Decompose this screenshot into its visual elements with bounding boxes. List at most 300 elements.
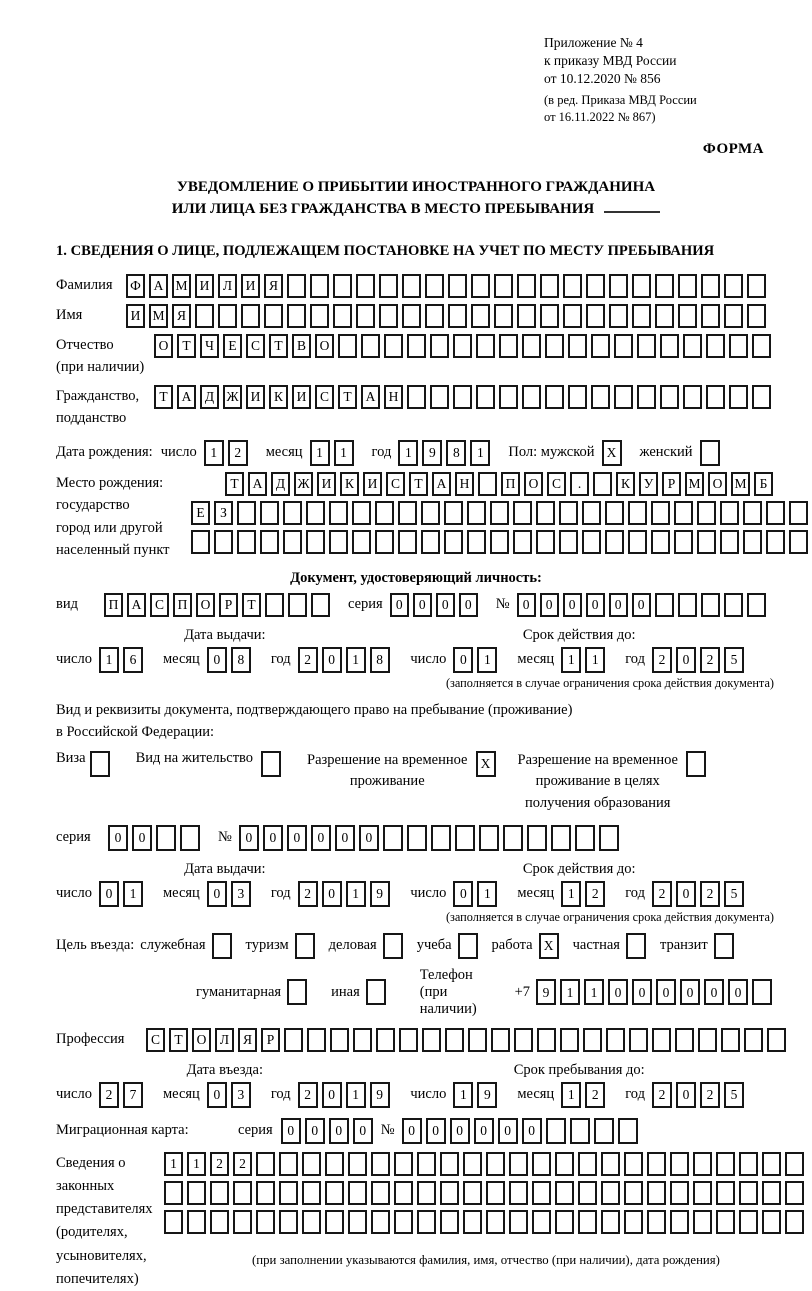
form-cell <box>651 501 670 525</box>
form-cell <box>394 1152 413 1176</box>
form-cell <box>766 530 785 554</box>
form-cell <box>591 334 610 358</box>
profession-cells <box>146 1028 790 1052</box>
form-cell <box>333 274 352 298</box>
form-cell: 0 <box>322 1082 342 1108</box>
form-cell: 1 <box>346 647 366 673</box>
citizenship-row <box>56 385 776 430</box>
form-cell <box>575 825 595 851</box>
form-cell: Т <box>338 385 357 409</box>
form-cell: Т <box>225 472 244 496</box>
form-cell <box>675 1028 694 1052</box>
residence-issue-year-cells <box>298 881 394 907</box>
form-cell <box>743 530 762 554</box>
month-label: месяц <box>162 1086 200 1103</box>
migration-card-label: Миграционная карта: <box>56 1122 189 1139</box>
form-cell: 5 <box>724 881 744 907</box>
form-cell: О <box>154 334 173 358</box>
form-cell: И <box>126 304 145 328</box>
form-cell: 0 <box>498 1118 518 1144</box>
form-cell <box>371 1210 390 1234</box>
form-cell <box>237 501 256 525</box>
birthplace-sublabel-city: город или другой <box>56 519 163 536</box>
month-label: месяц <box>517 1086 555 1103</box>
residence-number-cells <box>239 825 623 851</box>
purpose-study-checkbox <box>458 933 482 959</box>
form-cell <box>747 304 766 328</box>
form-cell <box>563 304 582 328</box>
form-cell: Л <box>215 1028 234 1052</box>
form-cell: Р <box>261 1028 280 1052</box>
form-cell <box>306 530 325 554</box>
form-cell: Б <box>754 472 773 496</box>
representatives-row3-cells <box>164 1210 808 1234</box>
form-cell <box>478 472 497 496</box>
form-cell: 0 <box>335 825 355 851</box>
birthdate-label: Дата рождения: <box>56 444 153 461</box>
form-cell: 0 <box>676 1082 696 1108</box>
form-cell <box>743 501 762 525</box>
form-cell <box>578 1152 597 1176</box>
doc-issue-day-cells <box>99 647 147 673</box>
form-cell: М <box>685 472 704 496</box>
form-cell <box>744 1028 763 1052</box>
form-cell: 2 <box>298 881 318 907</box>
form-cell: С <box>150 593 169 617</box>
purpose-item-work <box>492 933 573 959</box>
profession-row <box>56 1028 776 1052</box>
form-cell <box>700 440 720 466</box>
patronymic-label-line1: Отчество <box>56 336 114 353</box>
form-cell: 0 <box>207 881 227 907</box>
purpose-row2 <box>56 967 776 1018</box>
form-cell: Ф <box>126 274 145 298</box>
form-cell: 0 <box>728 979 748 1005</box>
form-cell <box>739 1152 758 1176</box>
form-cell: X <box>602 440 622 466</box>
form-cell: 3 <box>231 881 251 907</box>
form-cell: 8 <box>370 647 390 673</box>
form-cell <box>785 1152 804 1176</box>
identity-doc-header: Документ, удостоверяющий личность: <box>290 569 542 586</box>
form-cell <box>655 304 674 328</box>
form-cell <box>593 472 612 496</box>
form-cell <box>218 304 237 328</box>
form-cell <box>632 304 651 328</box>
purpose-item-tourism <box>246 933 329 959</box>
form-cell <box>647 1181 666 1205</box>
residence-doc-type-row <box>56 750 776 815</box>
form-cell <box>256 1152 275 1176</box>
form-cell <box>517 304 536 328</box>
form-cell: 1 <box>453 1082 473 1108</box>
form-cell: Т <box>169 1028 188 1052</box>
representatives-label-line: попечителях) <box>56 1270 139 1287</box>
form-cell <box>563 274 582 298</box>
form-cell <box>440 1152 459 1176</box>
form-cell: 1 <box>561 647 581 673</box>
form-title-line1: УВЕДОМЛЕНИЕ О ПРИБЫТИИ ИНОСТРАННОГО ГРАЖДАНИНА <box>176 178 656 195</box>
phone-cells <box>536 979 776 1005</box>
form-cell <box>333 304 352 328</box>
form-cell <box>448 304 467 328</box>
form-cell <box>706 385 725 409</box>
form-cell <box>329 501 348 525</box>
form-cell: 1 <box>477 647 497 673</box>
form-cell: 2 <box>652 881 672 907</box>
residence-doc-intro-line1: Вид и реквизиты документа, подтверждающего право на пребывание (проживание) <box>56 701 573 718</box>
form-cell: 0 <box>426 1118 446 1144</box>
form-cell: 0 <box>322 647 342 673</box>
form-cell: 2 <box>210 1152 229 1176</box>
form-cell: М <box>731 472 750 496</box>
form-cell: 0 <box>329 1118 349 1144</box>
temp-residence-edu-checkbox <box>686 751 710 777</box>
temp-residence-checkbox <box>476 751 500 777</box>
form-cell <box>491 1028 510 1052</box>
form-cell <box>463 1181 482 1205</box>
form-cell: 0 <box>563 593 582 617</box>
form-cell: 2 <box>99 1082 119 1108</box>
residence-number-label: № <box>218 829 232 846</box>
form-cell: 0 <box>450 1118 470 1144</box>
form-cell: А <box>248 472 267 496</box>
form-cell <box>536 501 555 525</box>
form-cell <box>422 1028 441 1052</box>
form-cell: 0 <box>305 1118 325 1144</box>
form-cell <box>747 274 766 298</box>
form-cell <box>614 334 633 358</box>
identity-doc-dates <box>56 627 776 673</box>
residence-valid-day-cells <box>453 881 501 907</box>
form-cell: М <box>172 274 191 298</box>
form-cell <box>479 825 499 851</box>
form-cell <box>632 274 651 298</box>
section1-title: 1. СВЕДЕНИЯ О ЛИЦЕ, ПОДЛЕЖАЩЕМ ПОСТАНОВКЕ НА УЧЕТ ПО МЕСТУ ПРЕБЫВАНИЯ <box>56 242 715 259</box>
residence-valid-year-cells <box>652 881 748 907</box>
form-cell <box>356 274 375 298</box>
form-cell: 1 <box>310 440 330 466</box>
purpose-work-checkbox <box>539 933 563 959</box>
form-cell: 0 <box>132 825 152 851</box>
form-cell: Н <box>455 472 474 496</box>
form-cell: 5 <box>724 647 744 673</box>
sex-female-label: женский <box>639 444 693 461</box>
form-cell: К <box>269 385 288 409</box>
form-cell <box>310 304 329 328</box>
form-cell: 0 <box>632 593 651 617</box>
form-cell <box>376 1028 395 1052</box>
purpose-label: Цель въезда: <box>56 937 135 954</box>
form-cell: Т <box>269 334 288 358</box>
form-cell <box>522 334 541 358</box>
form-cell: 0 <box>436 593 455 617</box>
form-cell <box>698 1028 717 1052</box>
form-cell: 2 <box>585 881 605 907</box>
form-cell <box>375 501 394 525</box>
patronymic-label <box>56 334 154 379</box>
citizenship-label-line1: Гражданство, <box>56 387 140 404</box>
month-label: месяц <box>162 651 200 668</box>
representatives-label-line: Сведения о <box>56 1154 126 1171</box>
form-cell <box>701 274 720 298</box>
day-label: число <box>410 1086 447 1103</box>
form-cell: 0 <box>359 825 379 851</box>
form-cell: О <box>192 1028 211 1052</box>
form-cell <box>752 385 771 409</box>
form-cell <box>762 1152 781 1176</box>
stay-year-cells <box>652 1082 748 1108</box>
form-cell: 0 <box>453 881 473 907</box>
entry-month-cells <box>207 1082 255 1108</box>
form-cell <box>670 1210 689 1234</box>
form-cell <box>164 1181 183 1205</box>
form-cell <box>513 501 532 525</box>
form-title-line2 <box>56 198 776 221</box>
form-cell <box>618 1118 638 1144</box>
birthplace-labels <box>56 472 191 562</box>
form-cell: X <box>476 751 496 777</box>
doc-number-label: № <box>495 596 510 613</box>
form-cell <box>402 274 421 298</box>
form-cell <box>468 1028 487 1052</box>
doc-valid-month-cells <box>561 647 609 673</box>
sex-male-checkbox <box>602 440 626 466</box>
form-cell: 2 <box>228 440 248 466</box>
form-cell <box>463 1210 482 1234</box>
form-cell <box>325 1181 344 1205</box>
form-cell <box>637 385 656 409</box>
form-cell <box>545 334 564 358</box>
form-cell <box>352 530 371 554</box>
form-cell <box>383 933 403 959</box>
entry-date-header: Дата въезда: <box>186 1061 264 1078</box>
temp-residence-item <box>307 750 499 794</box>
form-cell <box>509 1152 528 1176</box>
residence-doc-intro <box>56 699 776 744</box>
residence-doc-intro-line2: в Российской Федерации: <box>56 724 215 741</box>
form-cell: Е <box>191 501 210 525</box>
form-cell <box>785 1181 804 1205</box>
form-cell <box>310 274 329 298</box>
form-cell <box>540 304 559 328</box>
doc-limit-note: (заполняется в случае ограничения срока действия документа) <box>445 675 774 690</box>
form-cell <box>471 274 490 298</box>
form-cell: К <box>340 472 359 496</box>
form-cell <box>536 530 555 554</box>
form-cell <box>348 1210 367 1234</box>
temp-residence-edu-label <box>518 750 678 815</box>
doc-issue-header: Дата выдачи: <box>184 626 266 643</box>
form-cell <box>430 334 449 358</box>
form-cell: 0 <box>402 1118 422 1144</box>
representatives-labels <box>56 1152 164 1291</box>
form-cell <box>421 530 440 554</box>
residence-permit-item <box>136 750 285 777</box>
entry-date-line <box>56 1082 394 1108</box>
form-cell <box>693 1210 712 1234</box>
purpose-item-study <box>417 933 492 959</box>
form-cell <box>724 304 743 328</box>
purpose-item-label: работа <box>491 937 533 954</box>
form-cell <box>752 334 771 358</box>
forma-label: ФОРМА <box>702 140 764 157</box>
purpose-transit-checkbox <box>714 933 738 959</box>
temp-residence-label <box>307 750 467 794</box>
birthplace-rows <box>191 472 812 559</box>
form-cell <box>568 385 587 409</box>
temp-residence-edu-label-line1: Разрешение на временное <box>517 751 678 768</box>
form-cell: 0 <box>453 647 473 673</box>
form-cell <box>191 530 210 554</box>
form-cell <box>582 530 601 554</box>
residence-issue-group <box>56 861 394 907</box>
purpose-other-checkbox <box>366 979 390 1005</box>
form-cell <box>371 1181 390 1205</box>
form-cell <box>352 501 371 525</box>
form-cell: 2 <box>700 1082 720 1108</box>
form-cell <box>407 825 427 851</box>
form-cell <box>494 274 513 298</box>
form-cell <box>601 1152 620 1176</box>
form-cell: З <box>214 501 233 525</box>
form-cell: 2 <box>700 647 720 673</box>
form-cell: 1 <box>470 440 490 466</box>
order-reference-block <box>544 34 776 87</box>
form-cell <box>628 501 647 525</box>
form-cell <box>555 1181 574 1205</box>
form-cell <box>261 751 281 777</box>
residence-limit-note: (заполняется в случае ограничения срока действия документа) <box>445 909 774 924</box>
purpose-item-label: транзит <box>659 937 708 954</box>
birthdate-year-label: год <box>371 444 392 461</box>
residence-issue-month-cells <box>207 881 255 907</box>
doc-issue-group <box>56 627 394 673</box>
form-cell <box>582 501 601 525</box>
form-cell <box>729 385 748 409</box>
form-cell <box>486 1210 505 1234</box>
doc-number-cells <box>517 593 770 617</box>
form-cell <box>164 1210 183 1234</box>
form-cell <box>187 1181 206 1205</box>
form-cell: М <box>149 304 168 328</box>
form-cell: 0 <box>263 825 283 851</box>
form-cell <box>789 501 808 525</box>
form-cell: 0 <box>459 593 478 617</box>
representatives-rows <box>164 1152 808 1268</box>
birthdate-day-label: число <box>160 444 197 461</box>
form-cell: Я <box>238 1028 257 1052</box>
form-cell <box>697 501 716 525</box>
form-cell <box>256 1181 275 1205</box>
form-cell <box>366 979 386 1005</box>
form-cell <box>527 825 547 851</box>
form-cell: 3 <box>231 1082 251 1108</box>
stay-month-cells <box>561 1082 609 1108</box>
form-cell <box>375 530 394 554</box>
form-cell: С <box>386 472 405 496</box>
form-cell <box>721 1028 740 1052</box>
form-cell <box>724 593 743 617</box>
form-cell <box>307 1028 326 1052</box>
year-label: год <box>270 1086 291 1103</box>
form-cell <box>325 1152 344 1176</box>
form-cell <box>670 1152 689 1176</box>
form-cell <box>706 334 725 358</box>
visa-label: Виза <box>56 749 86 766</box>
form-cell <box>594 1118 614 1144</box>
form-cell <box>279 1181 298 1205</box>
form-cell <box>532 1181 551 1205</box>
form-cell <box>503 825 523 851</box>
form-cell: У <box>639 472 658 496</box>
form-cell: 0 <box>353 1118 373 1144</box>
form-cell <box>586 274 605 298</box>
birthplace-sublabel-state: государство <box>56 497 130 514</box>
form-cell <box>559 501 578 525</box>
representatives-label-line: законных <box>56 1178 115 1195</box>
form-cell: Т <box>242 593 261 617</box>
form-cell <box>785 1210 804 1234</box>
form-cell <box>609 304 628 328</box>
form-cell <box>283 530 302 554</box>
surname-label: Фамилия <box>56 277 113 294</box>
form-cell <box>338 334 357 358</box>
form-cell <box>747 593 766 617</box>
form-cell <box>241 304 260 328</box>
month-label: месяц <box>517 885 555 902</box>
doc-seriya-label: серия <box>348 596 383 613</box>
form-cell <box>265 593 284 617</box>
form-cell <box>156 825 176 851</box>
form-cell: Ч <box>200 334 219 358</box>
form-cell <box>417 1181 436 1205</box>
form-cell <box>655 593 674 617</box>
form-cell <box>187 1210 206 1234</box>
purpose-item-transit <box>660 933 748 959</box>
identity-doc-type-row <box>56 593 776 617</box>
entry-year-cells <box>298 1082 394 1108</box>
form-cell: К <box>616 472 635 496</box>
form-cell: И <box>195 274 214 298</box>
purpose-row1 <box>56 933 776 959</box>
form-cell <box>348 1181 367 1205</box>
patronymic-cells <box>154 334 775 358</box>
form-cell <box>348 1152 367 1176</box>
form-cell <box>302 1152 321 1176</box>
form-cell: А <box>361 385 380 409</box>
form-cell <box>371 1152 390 1176</box>
form-cell <box>647 1210 666 1234</box>
form-cell: Ж <box>223 385 242 409</box>
form-cell <box>264 304 283 328</box>
birthdate-row <box>56 440 776 466</box>
surname-cells <box>126 274 770 298</box>
form-cell: 6 <box>123 647 143 673</box>
form-cell <box>330 1028 349 1052</box>
form-cell <box>458 933 478 959</box>
form-cell <box>513 530 532 554</box>
form-cell: 1 <box>561 1082 581 1108</box>
residence-permit-checkbox <box>261 751 285 777</box>
form-cell: А <box>432 472 451 496</box>
birthplace-row1-cells <box>225 472 777 496</box>
form-cell: 0 <box>311 825 331 851</box>
stay-until-line <box>410 1082 748 1108</box>
birthdate-day-cells <box>204 440 252 466</box>
form-cell <box>486 1152 505 1176</box>
form-cell <box>578 1210 597 1234</box>
